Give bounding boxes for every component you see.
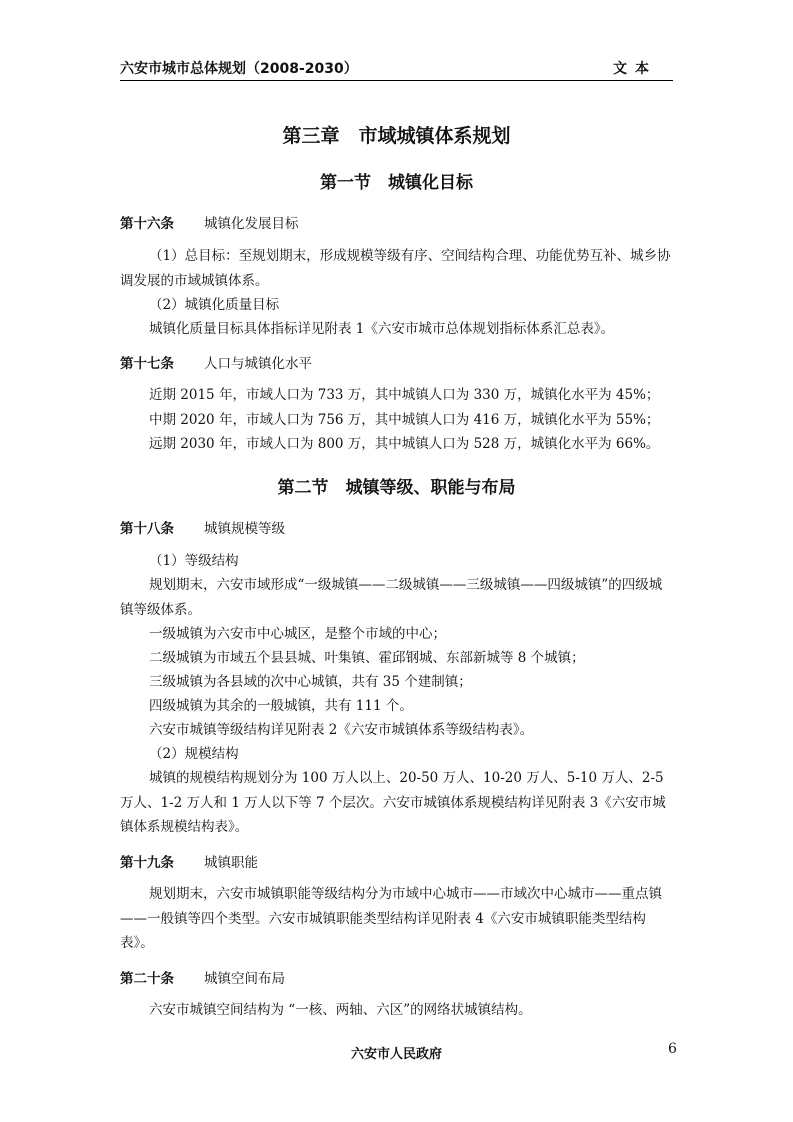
article-title: 城镇空间布局	[204, 971, 285, 987]
article-20-heading	[120, 967, 285, 987]
footer-organization: 六安市人民政府	[350, 1047, 442, 1062]
section-title-2: 第二节 城镇等级、职能与布局	[277, 478, 516, 498]
paragraph: 二级城镇为市域五个县县城、叶集镇、霍邱钢城、东部新城等 8 个城镇；	[149, 650, 585, 666]
article-title: 城镇职能	[204, 855, 258, 871]
paragraph: 近期 2015 年，市域人口为 733 万，其中城镇人口为 330 万，城镇化水平为 45%；	[149, 387, 660, 403]
paragraph: （2）规模结构	[149, 746, 239, 762]
page-number: 6	[668, 1041, 677, 1057]
paragraph: （1）等级结构	[149, 553, 239, 569]
article-19-heading	[120, 851, 258, 871]
paragraph: 四级城镇为其余的一般城镇，共有 111 个。	[149, 698, 413, 714]
paragraph: 一级城镇为六安市中心城区，是整个市域的中心；	[149, 626, 446, 642]
paragraph: 六安市城镇等级结构详见附表 2《六安市城镇体系等级结构表》。	[149, 722, 534, 738]
article-number: 第十八条	[120, 521, 174, 537]
article-18-heading	[120, 517, 285, 537]
article-number: 第二十条	[120, 971, 174, 987]
paragraph: （1）总目标：至规划期末，形成规模等级有序、空间结构合理、功能优势互补、城乡协调发展的市域城镇体系。	[120, 248, 671, 289]
article-title: 城镇化发展目标	[204, 216, 299, 232]
paragraph: 三级城镇为各县域的次中心城镇，共有 35 个建制镇；	[149, 674, 472, 690]
article-number: 第十九条	[120, 855, 174, 871]
paragraph: 六安市城镇空间结构为 “一核、两轴、六区”的网络状城镇结构。	[149, 1002, 532, 1018]
article-title: 人口与城镇化水平	[204, 356, 312, 372]
document-type-label: 文本	[613, 61, 657, 77]
paragraph: 远期 2030 年，市域人口为 800 万，其中城镇人口为 528 万，城镇化水平为 66%。	[149, 436, 660, 452]
article-title: 城镇规模等级	[204, 521, 285, 537]
article-number: 第十七条	[120, 356, 174, 372]
paragraph: 城镇的规模结构规划分为 100 万人以上、20-50 万人、10-20 万人、5-10 万人、2-5 万人、1-2 万人和 1 万人以下等 7 个层次。六安市城镇体系规模结构详见附表 3《六安市城镇体系规模结构表》。	[120, 770, 666, 835]
article-17-heading	[120, 352, 312, 372]
chapter-title: 第三章 市域城镇体系规划	[282, 125, 511, 147]
section-title-1: 第一节 城镇化目标	[320, 173, 473, 193]
paragraph: 规划期末，六安市城镇职能等级结构分为市域中心城市——市域次中心城市——重点镇——一般镇等四个类型。六安市城镇职能类型结构详见附表 4《六安市城镇职能类型结构表》。	[120, 886, 662, 951]
article-number: 第十六条	[120, 216, 174, 232]
article-16-heading	[120, 212, 299, 232]
document-title: 六安市城市总体规划（2008-2030）	[120, 61, 358, 77]
paragraph: 中期 2020 年，市域人口为 756 万，其中城镇人口为 416 万，城镇化水平为 55%；	[149, 412, 660, 428]
page-header	[120, 56, 673, 81]
paragraph: 规划期末，六安市域形成“一级城镇——二级城镇——三级城镇——四级城镇”的四级城镇等级体系。	[120, 577, 663, 618]
paragraph: （2）城镇化质量目标	[149, 297, 280, 313]
paragraph: 城镇化质量目标具体指标详见附表 1《六安市城市总体规划指标体系汇总表》。	[149, 321, 615, 337]
